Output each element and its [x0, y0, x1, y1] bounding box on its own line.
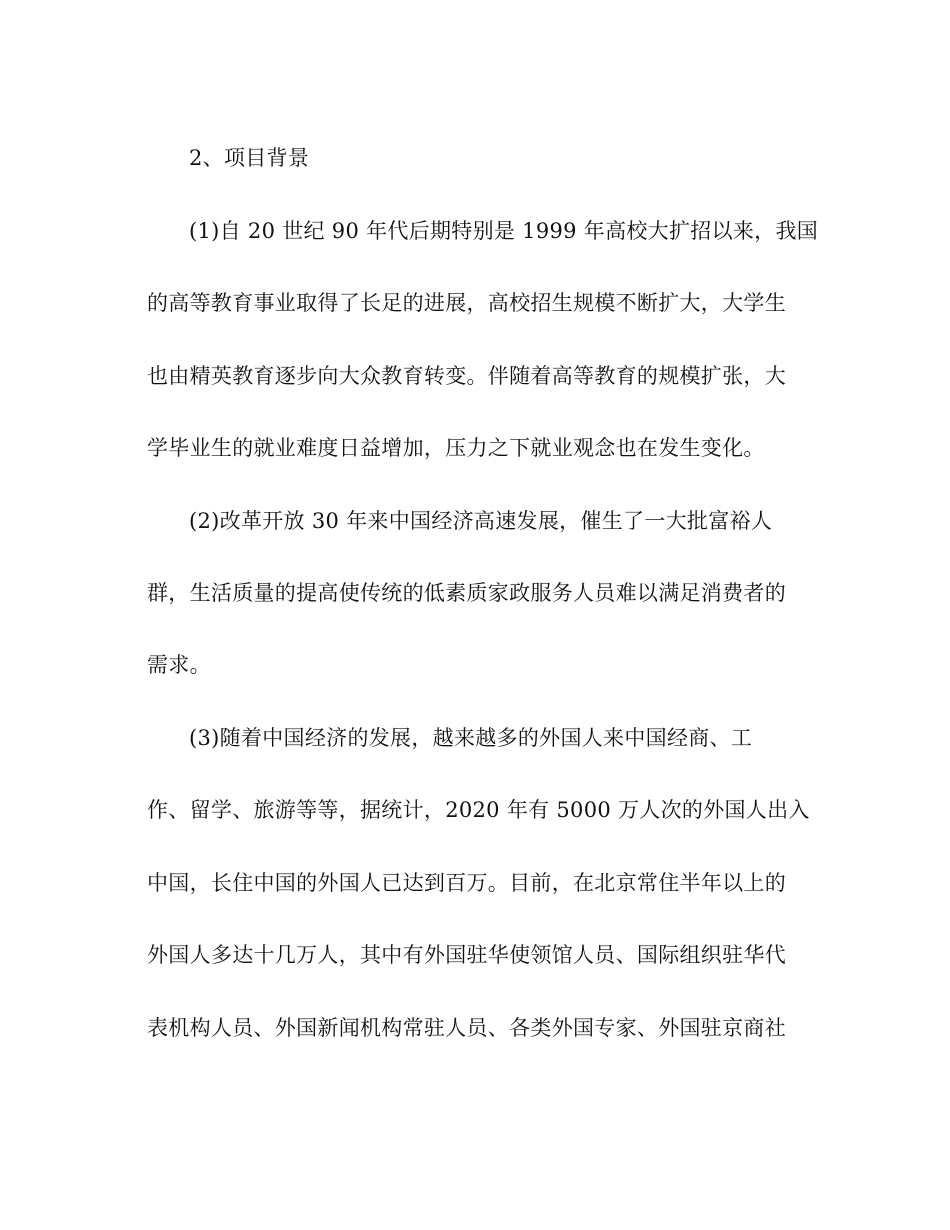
paragraph-line: (1)自 20 世纪 90 年代后期特别是 1999 年高校大扩招以来，我国: [189, 219, 819, 243]
paragraph-line: 的高等教育事业取得了长足的进展，高校招生规模不断扩大，大学生: [147, 291, 786, 315]
paragraph-line: 中国，长住中国的外国人已达到百万。目前，在北京常住半年以上的: [147, 871, 786, 895]
paragraph-line: (2)改革开放 30 年来中国经济高速发展，催生了一大批富裕人: [189, 509, 773, 533]
paragraph-line: (3)随着中国经济的发展，越来越多的外国人来中国经商、工: [189, 726, 753, 750]
paragraph-line: 作、留学、旅游等等，据统计，2020 年有 5000 万人次的外国人出入: [147, 798, 810, 822]
paragraph-line: 表机构人员、外国新闻机构常驻人员、各类外国专家、外国驻京商社: [147, 1016, 786, 1040]
paragraph-line: 外国人多达十几万人，其中有外国驻华使领馆人员、国际组织驻华代: [147, 943, 786, 967]
section-heading: 2、项目背景: [189, 146, 310, 170]
paragraph-line: 需求。: [147, 653, 211, 677]
paragraph-line: 学毕业生的就业难度日益增加，压力之下就业观念也在发生变化。: [147, 436, 765, 460]
paragraph-line: 群，生活质量的提高使传统的低素质家政服务人员难以满足消费者的: [147, 581, 786, 605]
paragraph-line: 也由精英教育逐步向大众教育转变。伴随着高等教育的规模扩张，大: [147, 364, 786, 388]
